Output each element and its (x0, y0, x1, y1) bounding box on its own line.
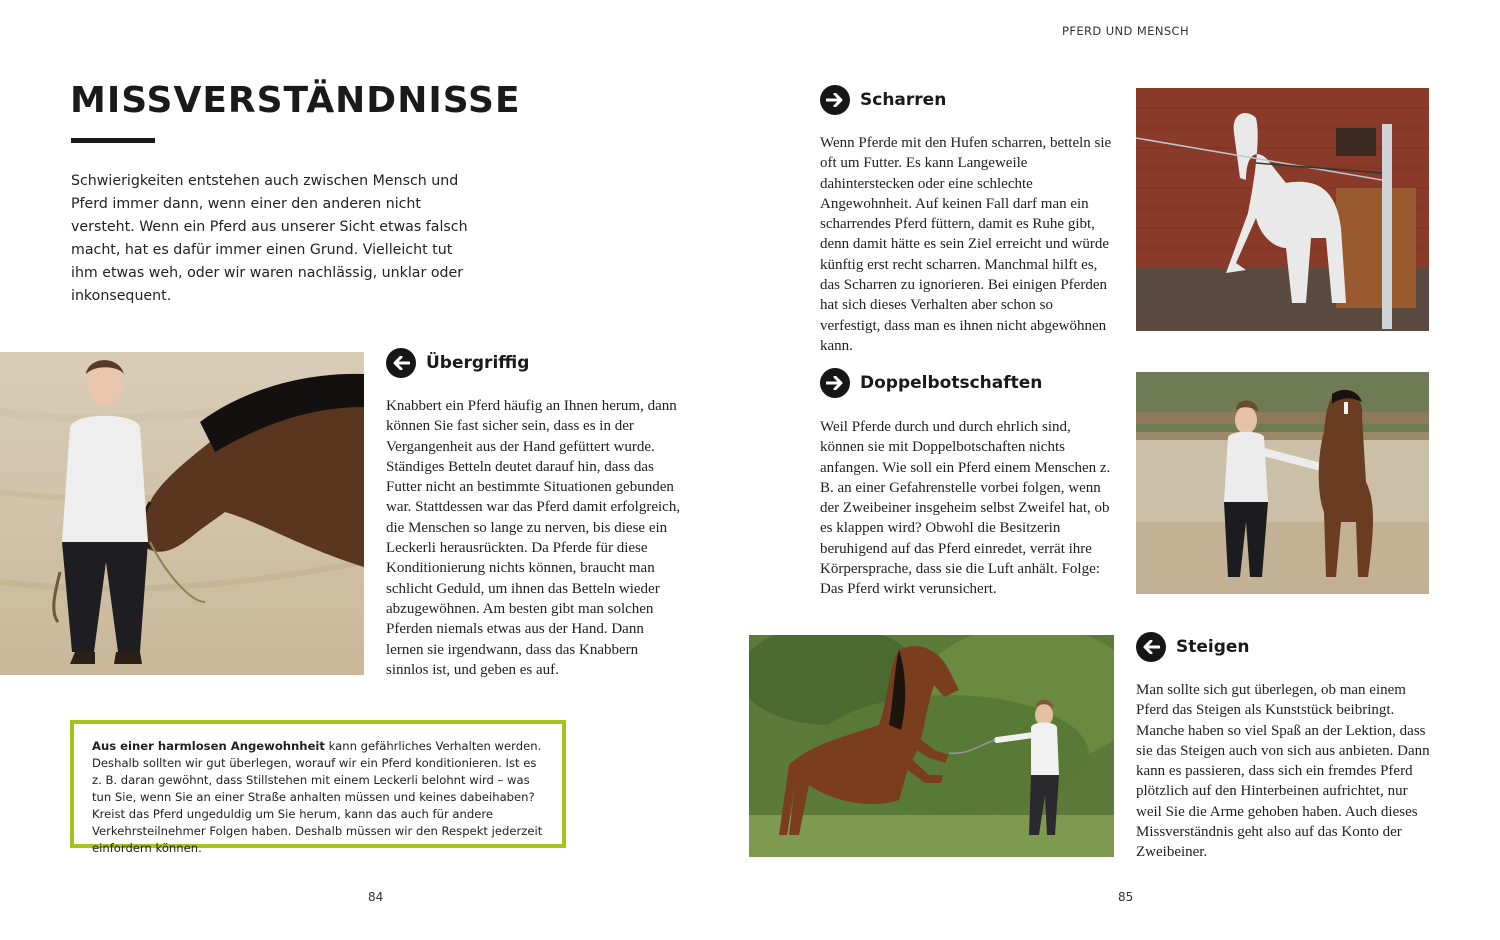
section-text-scharren: Wenn Pferde mit den Hufen scharren, betteln sie oft um Futter. Es kann Langeweile dahinterstecken oder eine schlechte Angewohnheit. Auf keinen Fall darf man ein scharrendes Pferd füttern, damit es Ruhe gibt, denn damit hätte es sein Ziel erreicht und würde künftig erst recht scharren. Manchmal hilft es, das Scharren zu ignorieren. Bei einigen Pferden hat sich dieses Verhalten aber schon so verfestigt, dass man es ihnen nicht abgewöhnen kann. (820, 135, 1112, 354)
page-number-right: 85 (1118, 890, 1134, 904)
tip-text (92, 738, 546, 857)
section-title: Steigen (1176, 637, 1250, 657)
section-heading-steigen (1136, 632, 1250, 662)
tip-bold-lead: Aus einer harmlosen Angewohnheit (92, 739, 325, 753)
intro-paragraph: Schwierigkeiten entstehen auch zwischen Mensch und Pferd immer dann, wenn einer den anderen nicht versteht. Wenn ein Pferd aus unserer Sicht etwas falsch macht, hat es dafür immer einen Grund. Vielleicht tut ihm etwas weh, oder wir waren nachlässig, unklar oder inkonsequent. (71, 173, 468, 304)
section-heading-doppelbotschaften (820, 368, 1042, 398)
section-heading-uebergriffig (386, 348, 529, 378)
tip-box (70, 720, 566, 855)
section-text-steigen: Man sollte sich gut überlegen, ob man einem Pferd das Steigen als Kunststück beibringt. Manche haben so viel Spaß an der Lektion, dass sie das Steigen auch von sich aus anbieten. Dann kann es passieren, dass sich ein fremdes Pferd plötzlich auf den Hinterbeinen aufrichtet, nur weil Sie die Arme gehoben haben. Auch dieses Missverständnis geht also auf das Konto der Zweibeiner. (1136, 682, 1430, 861)
arrow-right-icon (820, 368, 850, 398)
title-underline (71, 138, 155, 143)
section-heading-scharren (820, 85, 946, 115)
section-text-uebergriffig: Knabbert ein Pferd häufig an Ihnen herum, dann können Sie fast sicher sein, dass es in der Vergangenheit aus der Hand gefüttert wurde. Ständiges Betteln deutet darauf hin, dass das Futter nicht an bestimmte Situationen gebunden war. Stattdessen war das Pferd damit erfolgreich, die Menschen so lange zu nerven, bis diese ein Leckerli herausrückten. Da Pferde für diese Konditionierung nichts können, braucht man schlicht Geduld, um ihnen das Betteln wieder abzugewöhnen. Am besten gibt man solchen Pferden niemals etwas aus der Hand. Dann lernen sie irgendwann, dass das Knabbern sinnlos ist, und geben es auf. (386, 398, 681, 678)
section-text-doppelbotschaften: Weil Pferde durch und durch ehrlich sind, können sie mit Doppelbotschaften nichts anfangen. Wie soll ein Pferd einem Menschen z. B. an einer Gefahrenstelle vorbei folgen, wenn der Zweibeiner insgeheim selbst Zweifel hat, ob es klappen wird? Obwohl die Besitzerin beruhigend auf das Pferd einredet, verrät ihre Körpersprache, dass sie die Luft anhält. Folge: Das Pferd wirkt verunsichert. (820, 419, 1111, 598)
photo-rearing-horse (749, 635, 1114, 857)
running-head: PFERD UND MENSCH (1062, 24, 1190, 38)
arrow-left-icon (386, 348, 416, 378)
section-title: Scharren (860, 90, 947, 110)
photo-horse-nibbling (0, 352, 364, 675)
arrow-left-icon (1136, 632, 1166, 662)
section-title: Doppelbotschaften (860, 373, 1043, 393)
arrow-right-icon (820, 85, 850, 115)
photo-white-horse-stall (1136, 88, 1429, 331)
tip-body: kann gefährliches Verhalten werden. Deshalb sollten wir gut überlegen, worauf wir ein Pferd konditionieren. Ist es z. B. daran gewöhnt, dass Stillstehen mit einem Leckerli belohnt wird – was tun Sie, wenn Sie an einer Straße anhalten müssen und keines dabeihaben? Kreist das Pferd ungeduldig um Sie herum, kann das auch für andere Verkehrsteilnehmer Folgen haben. Deshalb müssen wir den Respekt jederzeit einfordern können. (92, 739, 543, 855)
page-number-left: 84 (368, 890, 384, 904)
photo-woman-leading-horse (1136, 372, 1429, 594)
section-title: Übergriffig (426, 353, 530, 373)
page-title: MISSVERSTÄNDNISSE (70, 80, 521, 121)
